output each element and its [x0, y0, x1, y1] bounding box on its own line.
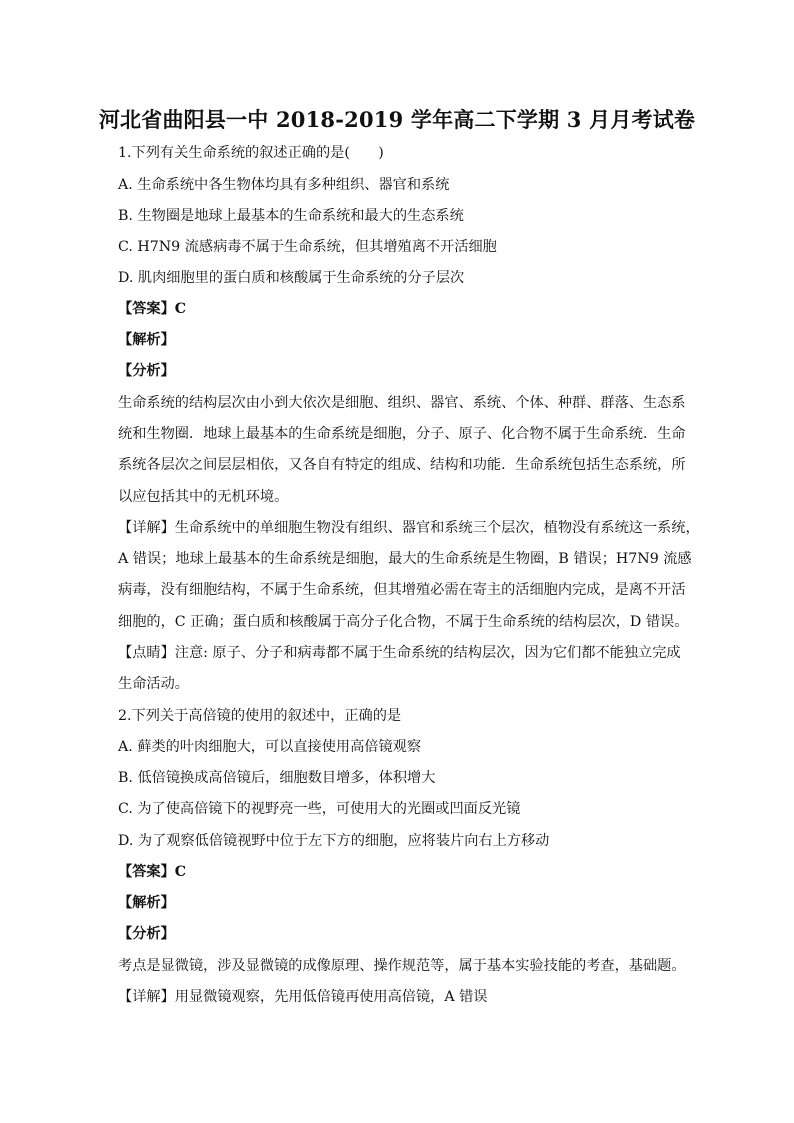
question-2-option-d: D. 为了观察低倍镜视野中位于左下方的细胞，应将装片向右上方移动	[118, 833, 550, 849]
question-1-point-line: 【点睛】注意: 原子、分子和病毒都不属于生命系统的结构层次，因为它们都不能独立完成	[118, 645, 681, 661]
question-2-stem: 2.下列关于高倍镜的使用的叙述中，正确的是	[118, 708, 402, 724]
question-1-analysis-line: 系统各层次之间层层相依，又各自有特定的组成、结构和功能．生命系统包括生态系统，所	[118, 457, 686, 473]
question-1-analysis-line: 生命系统的结构层次由小到大依次是细胞、组织、器官、系统、个体、种群、群落、生态系	[118, 395, 686, 411]
question-2-fenxi-heading: 【分析】	[118, 926, 175, 942]
question-1-fenxi-heading: 【分析】	[118, 363, 175, 379]
question-1-answer: 【答案】C	[118, 301, 187, 317]
question-2-analysis: 考点是显微镜，涉及显微镜的成像原理、操作规范等，属于基本实验技能的考查，基础题。	[118, 958, 686, 974]
question-1-point-line: 生命活动。	[118, 676, 189, 692]
question-1-detail-line: A 错误；地球上最基本的生命系统是细胞，最大的生命系统是生物圈，B 错误；H7N9 流感	[118, 551, 692, 567]
question-1-option-a: A. 生命系统中各生物体均具有多种组织、器官和系统	[118, 177, 450, 193]
question-2-jiexi-heading: 【解析】	[118, 895, 175, 911]
document-title: 河北省曲阳县一中 2018-2019 学年高二下学期 3 月月考试卷	[98, 107, 696, 132]
question-2-detail: 【详解】用显微镜观察，先用低倍镜再使用高倍镜，A 错误	[118, 989, 488, 1005]
question-1-jiexi-heading: 【解析】	[118, 332, 175, 348]
question-1-stem: 1.下列有关生命系统的叙述正确的是( )	[118, 145, 384, 161]
question-1-detail-line: 病毒，没有细胞结构，不属于生命系统，但其增殖必需在寄主的活细胞内完成，是离不开活	[118, 582, 686, 598]
question-1-analysis-line: 以应包括其中的无机环境。	[118, 489, 289, 505]
question-2-option-c: C. 为了使高倍镜下的视野亮一些，可使用大的光圈或凹面反光镜	[118, 801, 521, 817]
question-1-detail-line: 【详解】生命系统中的单细胞生物没有组织、器官和系统三个层次，植物没有系统这一系统，	[118, 520, 700, 536]
question-2-option-a: A. 藓类的叶肉细胞大，可以直接使用高倍镜观察	[118, 739, 422, 755]
question-1-option-d: D. 肌肉细胞里的蛋白质和核酸属于生命系统的分子层次	[118, 270, 465, 286]
question-2-answer: 【答案】C	[118, 864, 187, 880]
question-1-detail-line: 细胞的，C 正确；蛋白质和核酸属于高分子化合物，不属于生命系统的结构层次，D 错误。	[118, 614, 689, 630]
question-1-analysis-line: 统和生物圈．地球上最基本的生命系统是细胞，分子、原子、化合物不属于生命系统．生命	[118, 426, 686, 442]
question-1-option-b: B. 生物圈是地球上最基本的生命系统和最大的生态系统	[118, 208, 464, 224]
question-1-option-c: C. H7N9 流感病毒不属于生命系统，但其增殖离不开活细胞	[118, 239, 497, 255]
question-2-option-b: B. 低倍镜换成高倍镜后，细胞数目增多，体积增大	[118, 770, 436, 786]
